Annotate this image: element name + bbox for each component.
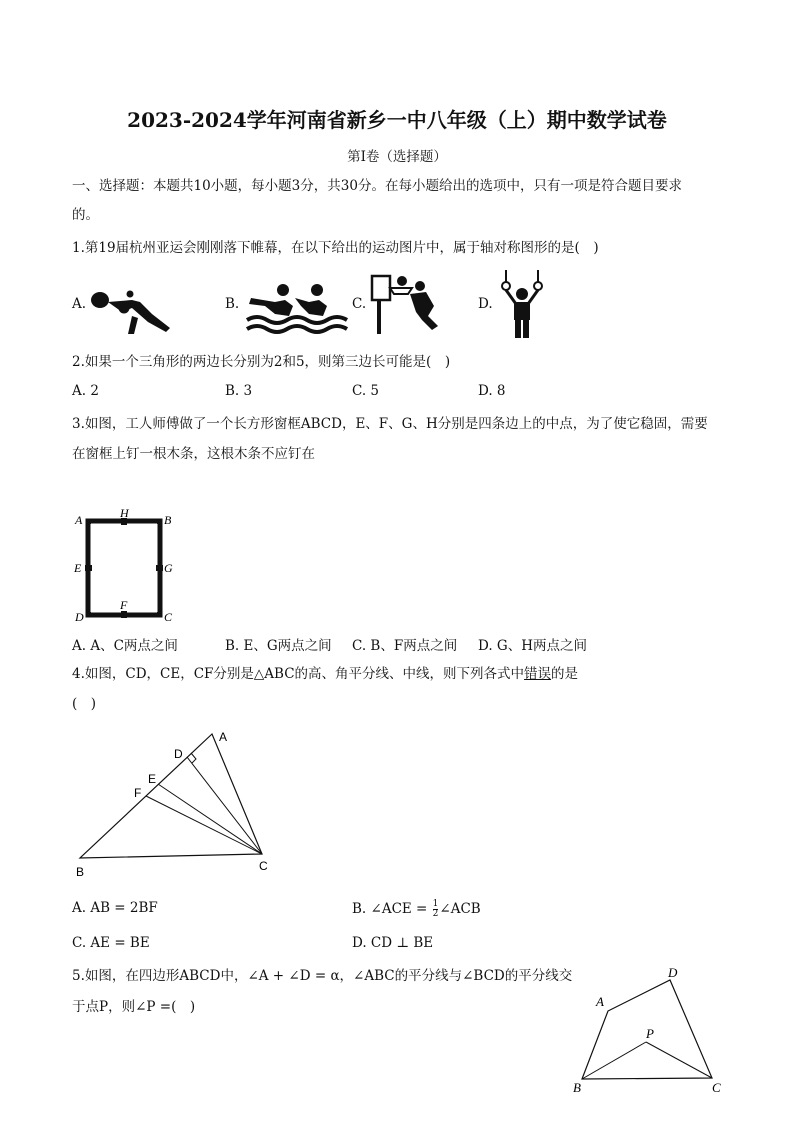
q3-option-b: B. E、G两点之间	[225, 638, 332, 654]
basketball-figure	[368, 272, 448, 336]
triangle-label-c: C	[259, 859, 268, 873]
frame-label-d: D	[75, 610, 84, 624]
fraction-numerator: 1	[432, 899, 439, 909]
frame-label-a: A	[75, 513, 83, 527]
gymnastics-rings-figure	[494, 270, 554, 340]
q1-option-d-label: D.	[478, 296, 493, 312]
window-frame-diagram	[72, 505, 182, 627]
q3-option-d: D. G、H两点之间	[478, 638, 587, 654]
triangle-label-d: D	[174, 747, 183, 761]
q3-option-a: A. A、C两点之间	[72, 638, 178, 654]
q1-option-c-label: C.	[352, 296, 367, 312]
q1-option-b-label: B.	[225, 296, 240, 312]
q5-stem-line2: 于点P，则∠P =( )	[72, 999, 196, 1015]
frame-label-g: G	[164, 561, 173, 575]
triangle-label-b: B	[76, 865, 85, 879]
q4-stem-end: 的是	[551, 666, 579, 682]
q3-stem-line2: 在窗框上钉一根木条，这根木条不应钉在	[72, 446, 315, 462]
q2-option-d: D. 8	[478, 383, 506, 399]
section-subtitle: 第Ⅰ卷（选择题）	[347, 149, 447, 165]
frame-label-c: C	[164, 610, 173, 624]
q2-option-c: C. 5	[352, 383, 380, 399]
triangle-label-e: E	[148, 772, 157, 786]
section-instructions-line1: 一、选择题：本题共10小题，每小题3分，共30分。在每小题给出的选项中，只有一项是符合题目要求	[72, 178, 682, 194]
q3-stem-line1: 3.如图，工人师傅做了一个长方形窗框ABCD，E、F、G、H分别是四条边上的中点，为了使它稳固，需要	[72, 416, 708, 432]
triangle-label-a: A	[219, 730, 228, 744]
quad-label-d: D	[668, 965, 678, 980]
fraction-denominator: 2	[432, 909, 439, 919]
q4-option-d: D. CD ⊥ BE	[352, 935, 434, 951]
q4-stem	[72, 664, 578, 684]
frame-label-f: F	[120, 598, 128, 612]
q2-stem: 2.如果一个三角形的两边长分别为2和5，则第三边长可能是( )	[72, 354, 451, 370]
q1-stem: 1.第19届杭州亚运会刚刚落下帷幕，在以下给出的运动图片中，属于轴对称图形的是( )	[72, 240, 599, 256]
q4-option-b	[352, 900, 481, 919]
quad-label-a: A	[596, 994, 604, 1009]
q4-option-c: C. AE = BE	[72, 935, 150, 951]
triangle-abc-diagram	[70, 722, 280, 882]
quad-label-p: P	[646, 1026, 654, 1041]
q1-option-a-label: A.	[72, 296, 87, 312]
q4-stem-underlined: 错误	[524, 666, 552, 682]
page-title: 2023-2024学年河南省新乡一中八年级（上）期中数学试卷	[127, 108, 667, 132]
section-instructions-line2: 的。	[72, 207, 99, 223]
q4-option-b-prefix: B. ∠ACE =	[352, 901, 428, 917]
q4-stem-main: 4.如图，CD，CE，CF分别是△ABC的高、角平分线、中线，则下列各式中	[72, 666, 525, 682]
quad-label-b: B	[573, 1080, 581, 1095]
synchronized-swimming-figure	[245, 280, 350, 336]
q2-option-b: B. 3	[225, 383, 253, 399]
q4-option-b-fraction	[433, 900, 439, 919]
quadrilateral-abcd-diagram	[566, 960, 736, 1100]
frame-label-b: B	[164, 513, 172, 527]
q3-option-c: C. B、F两点之间	[352, 638, 458, 654]
q2-option-a: A. 2	[72, 383, 99, 399]
table-tennis-figure	[88, 282, 178, 337]
quad-label-c: C	[712, 1080, 721, 1095]
frame-label-h: H	[120, 506, 129, 520]
q4-option-a: A. AB = 2BF	[72, 900, 158, 916]
triangle-label-f: F	[134, 786, 142, 800]
q4-option-b-suffix: ∠ACB	[439, 901, 481, 917]
q4-answer-bracket: ( )	[72, 696, 97, 712]
frame-label-e: E	[74, 561, 82, 575]
q5-stem-line1: 5.如图，在四边形ABCD中，∠A + ∠D = α，∠ABC的平分线与∠BCD的平分线交	[72, 968, 573, 984]
